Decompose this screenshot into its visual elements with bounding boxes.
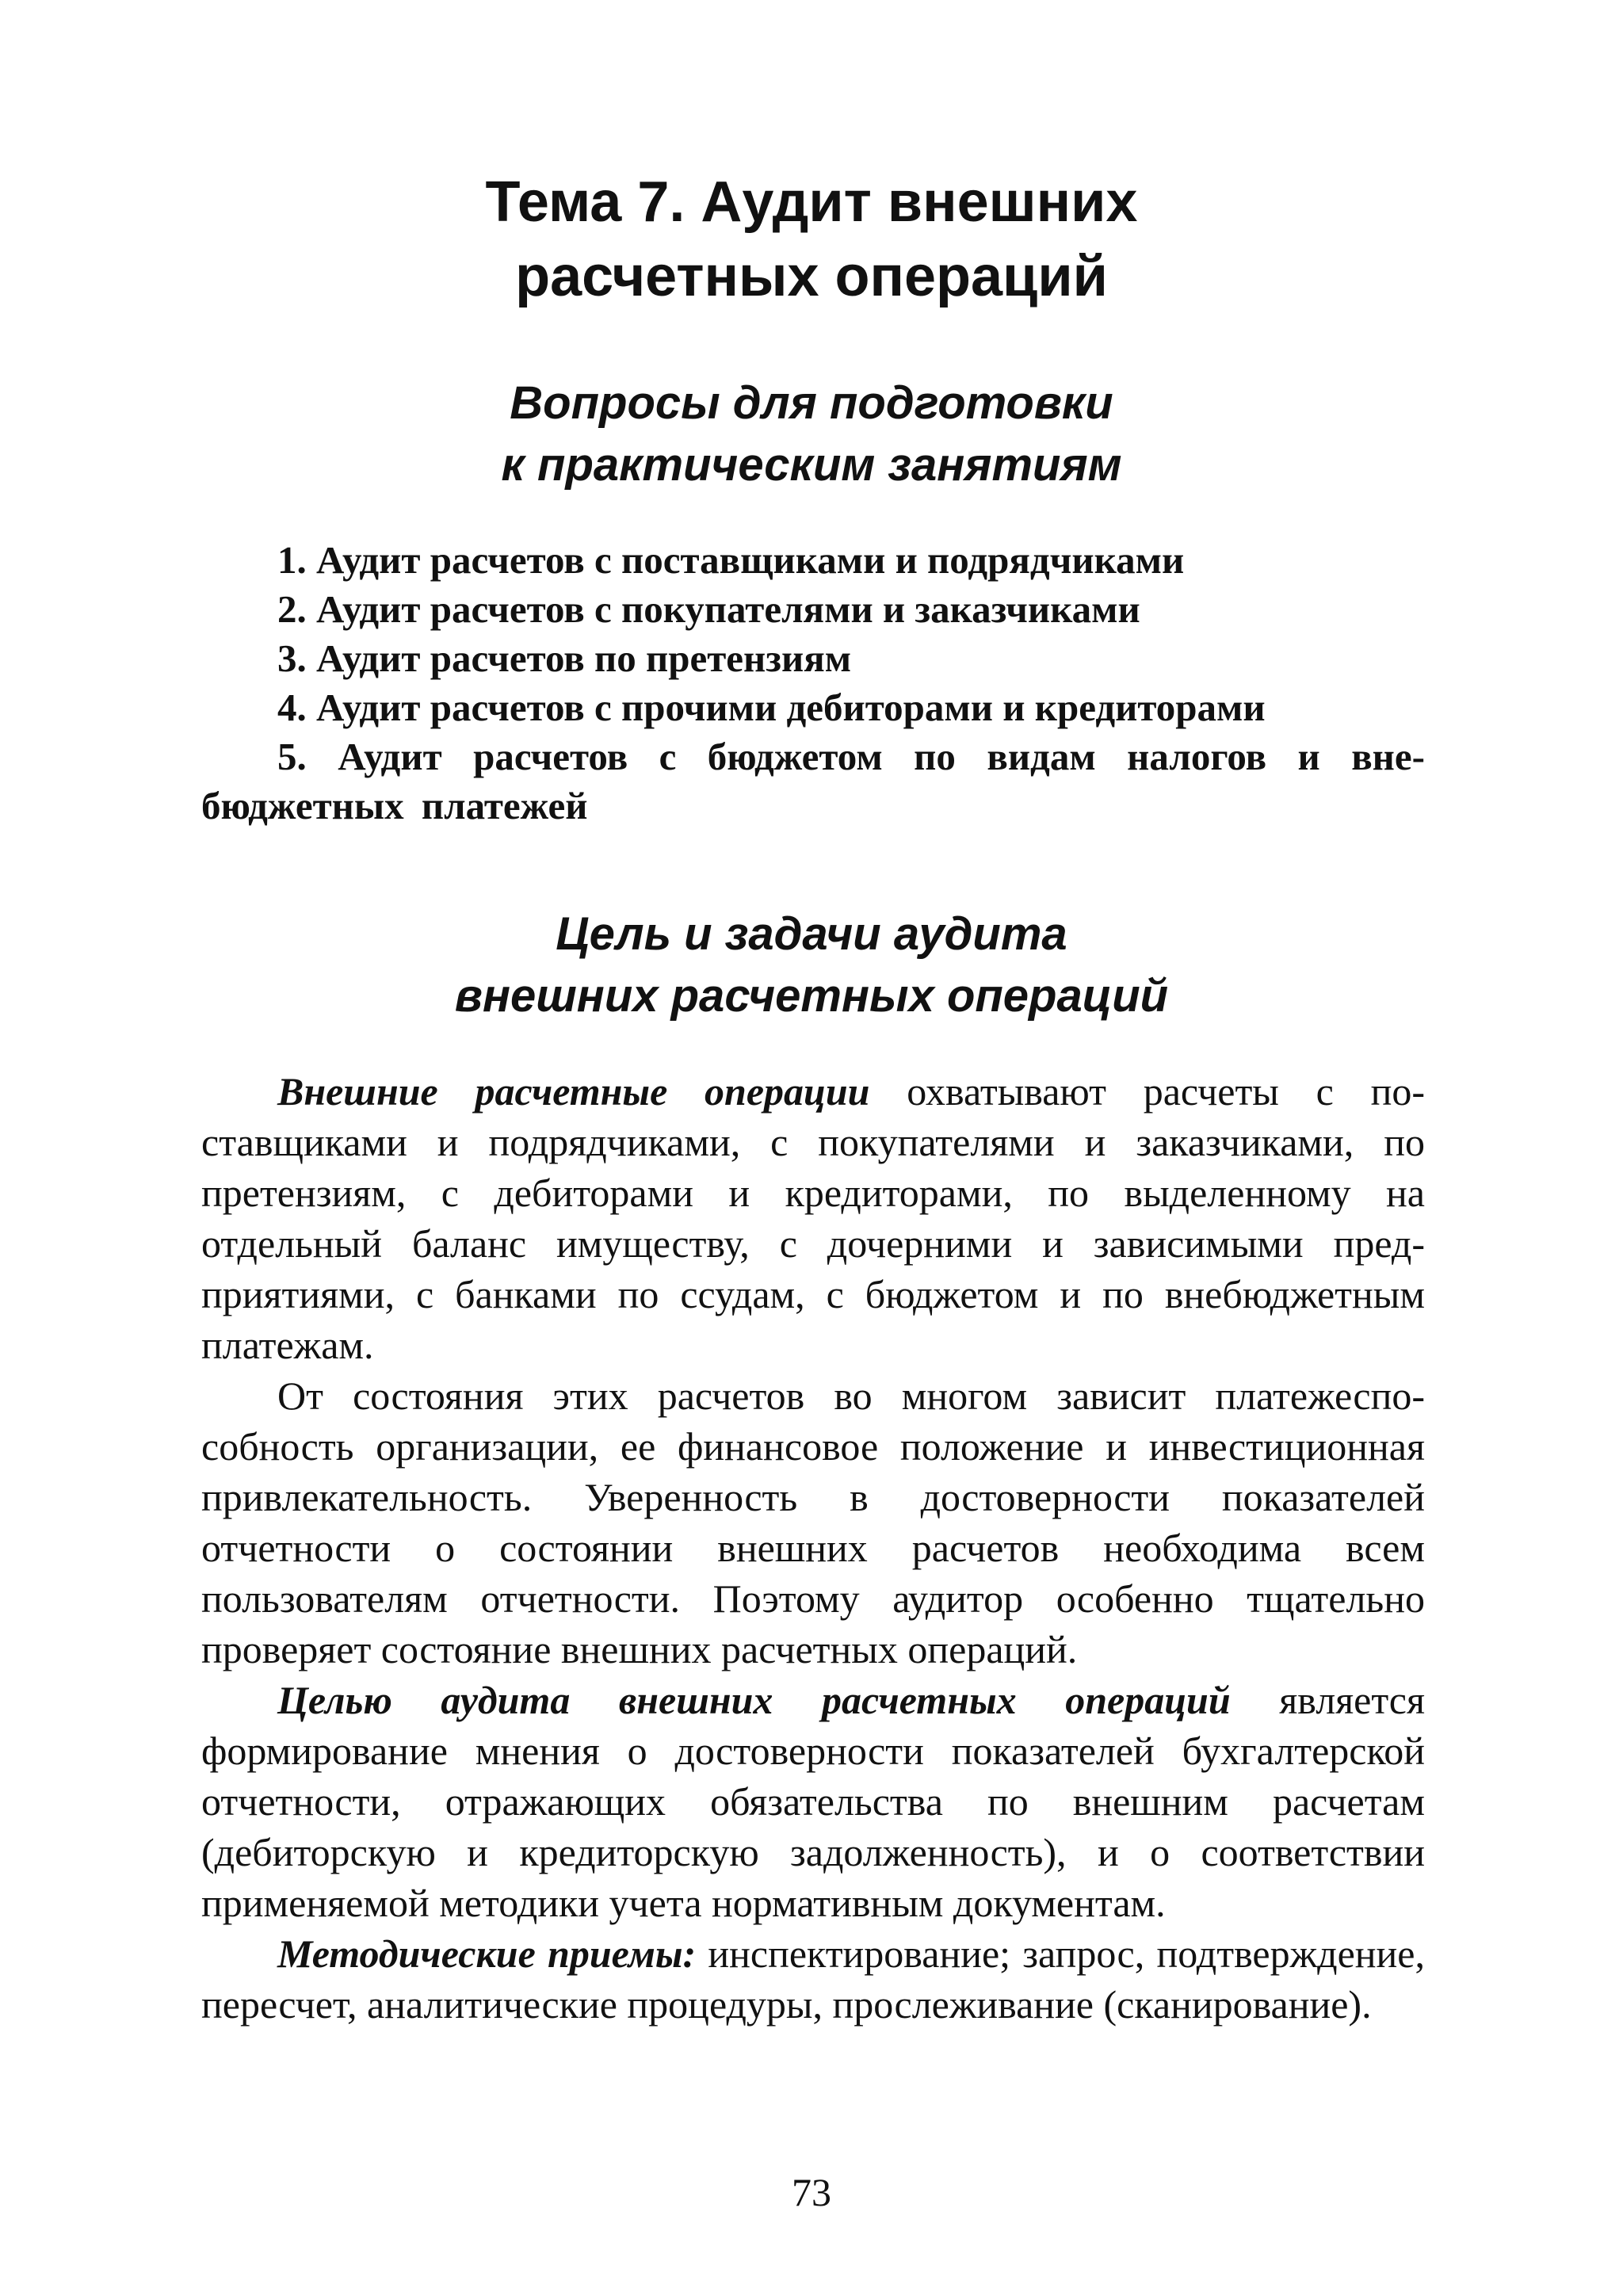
goal-heading: [0, 904, 1623, 1027]
goal-heading-line-2: внешних расчетных операций: [454, 970, 1169, 1022]
term-methods: Методические приемы:: [277, 1931, 697, 1976]
question-item-1: 1. Аудит расчетов с поставщиками и подрядчиками: [277, 538, 1185, 582]
page-title: [0, 165, 1623, 314]
paragraph-methods: [201, 1928, 1425, 2030]
paragraph-1-text: охватывают расчеты с поставщиками и подрядчиками, с покупателями и заказчиками, по претензиям, с дебиторами и кредиторами, по выделенному на отдельный баланс имуществу, с дочерними и зависимыми предприятиями, с банками по ссудам, с бюджетом и по внебюджетным платежам.: [201, 1069, 1425, 1367]
questions-heading: [0, 372, 1623, 496]
page-number: 73: [792, 2170, 831, 2214]
term-external-operations: Внешние расчетные операции: [277, 1069, 870, 1114]
paragraph-3-text: является формирование мнения о достоверности показателей бухгалтерской отчетности, отражающих обязательства по внешним расчетам (дебиторскую и кредиторскую задолженность), и о соответствии применяемой методики учета нормативным документам.: [201, 1678, 1425, 1925]
paragraph-external-operations: [201, 1066, 1425, 1370]
questions-heading-line-2: к практическим занятиям: [501, 439, 1122, 491]
page-title-line-2: расчетных операций: [515, 245, 1108, 308]
term-audit-goal: Целью аудита внешних расчетных операций: [277, 1678, 1231, 1722]
questions-list: [201, 536, 1425, 831]
body-text: [201, 1066, 1425, 2030]
question-item-3: 3. Аудит расчетов по претензиям: [277, 636, 852, 680]
paragraph-2-text: От состояния этих расчетов во многом зависит платежеспособность организации, ее финансовое положение и инвестиционная привлекательность. Уверенность в достоверности показателей отчетности о состоянии внешних расчетов необходима всем пользователям отчетности. Поэтому аудитор особенно тщательно проверяет состояние внешних расчетных операций.: [201, 1373, 1425, 1671]
questions-heading-line-1: Вопросы для подготовки: [510, 377, 1113, 429]
page-title-line-1: Тема 7. Аудит внешних: [485, 170, 1138, 234]
goal-heading-line-1: Цель и задачи аудита: [556, 908, 1067, 960]
question-item-4: 4. Аудит расчетов с прочими дебиторами и кредиторами: [277, 686, 1266, 729]
paragraph-audit-goal: [201, 1675, 1425, 1928]
question-item-5: 5. Аудит расчетов с бюджетом по видам налогов и внебюджетных платежей: [201, 735, 1425, 827]
paragraph-state-of-settlements: [201, 1370, 1425, 1675]
paragraph-4-text: инспектирование; запрос, подтверждение, пересчет, аналитические процедуры, прослеживание (сканирование).: [201, 1931, 1425, 2027]
question-item-2: 2. Аудит расчетов с покупателями и заказчиками: [277, 587, 1140, 631]
